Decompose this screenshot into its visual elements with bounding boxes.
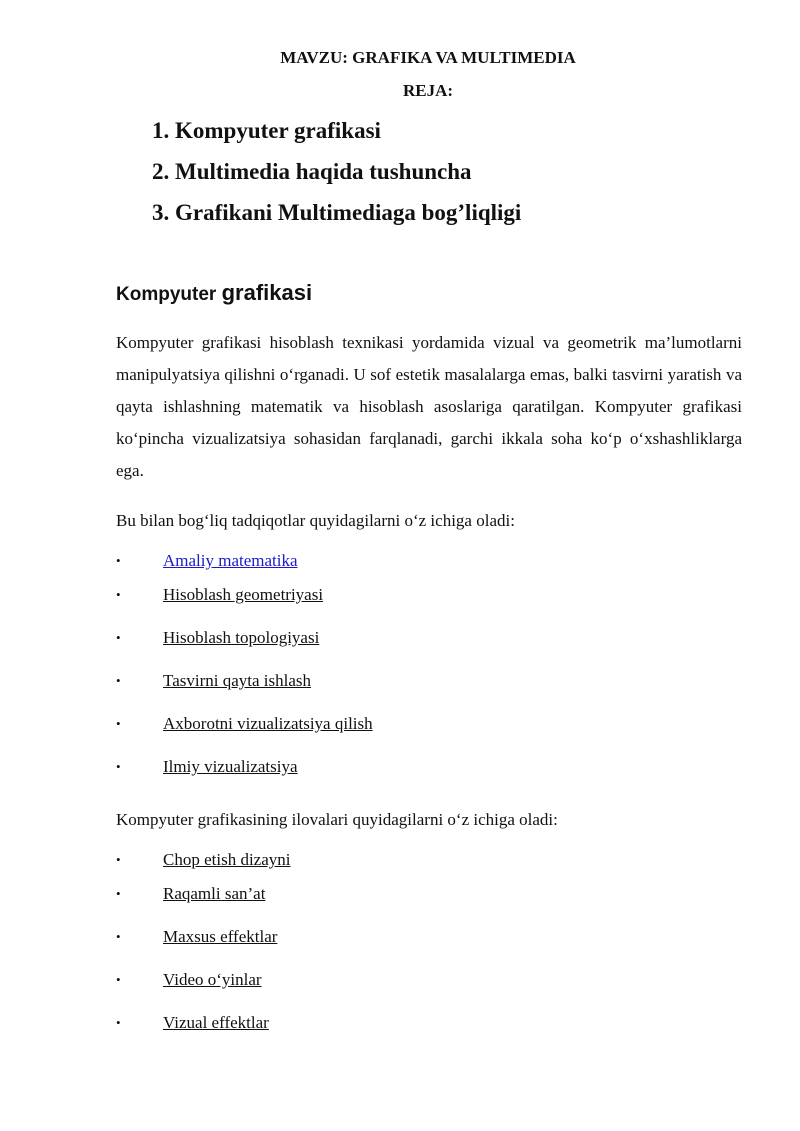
bullet-icon: • [116,630,121,645]
section-heading-part1: Kompyuter [116,284,222,305]
bullet-icon: • [116,716,121,731]
intro-paragraph: Kompyuter grafikasi hisoblash texnikasi yordamida vizual va geometrik ma’lumotlarni manipulyatsiya qilishni o‘rganadi. U sof estetik masalalarga emas, balki tasvirni yaratish va qayta ishlashning matematik va hisoblash asoslariga qaratilgan. Kompyuter grafikasi ko‘pincha vizualizatsiya sohasidan farqlanadi, garchi ikkala soha ko‘p o‘xshashliklarga ega. [116,333,742,480]
link-axborotni-vizualizatsiya[interactable]: Axborotni vizualizatsiya qilish [163,714,373,733]
bullet-icon: • [116,553,121,568]
document-topic: MAVZU: GRAFIKA VA MULTIMEDIA [280,48,576,67]
link-hisoblash-geometriyasi[interactable]: Hisoblash geometriyasi [163,585,324,604]
bullet-icon: • [116,673,121,688]
applications-intro-paragraph: Kompyuter grafikasining ilovalari quyidagilarni o‘z ichiga oladi: [116,810,558,829]
plan-item: 1. Kompyuter grafikasi [152,118,381,143]
bullet-icon: • [116,587,121,602]
bullet-icon: • [116,759,121,774]
bullet-icon: • [116,972,121,987]
bullet-icon: • [116,929,121,944]
section-heading [116,280,312,306]
bullet-icon: • [116,852,121,867]
bullet-icon: • [116,886,121,901]
link-hisoblash-topologiyasi[interactable]: Hisoblash topologiyasi [163,628,320,647]
plan-label: REJA: [402,81,454,100]
link-maxsus-effektlar[interactable]: Maxsus effektlar [163,927,278,946]
link-ilmiy-vizualizatsiya[interactable]: Ilmiy vizualizatsiya [163,757,298,776]
link-chop-etish-dizayni[interactable]: Chop etish dizayni [163,850,291,869]
plan-item: 3. Grafikani Multimediaga bog’liqligi [152,200,522,225]
bullet-icon: • [116,1015,121,1030]
link-video-oyinlar[interactable]: Video o‘yinlar [163,970,262,989]
section-heading-part2: grafikasi [221,280,313,305]
research-intro-paragraph: Bu bilan bog‘liq tadqiqotlar quyidagilarni o‘z ichiga oladi: [116,511,515,530]
plan-item: 2. Multimedia haqida tushuncha [152,159,472,184]
link-raqamli-sanat[interactable]: Raqamli san’at [163,884,266,903]
plan-list [152,110,521,233]
link-tasvirni-qayta-ishlash[interactable]: Tasvirni qayta ishlash [163,671,312,690]
link-amaliy-matematika[interactable]: Amaliy matematika [163,551,298,570]
link-vizual-effektlar[interactable]: Vizual effektlar [163,1013,269,1032]
